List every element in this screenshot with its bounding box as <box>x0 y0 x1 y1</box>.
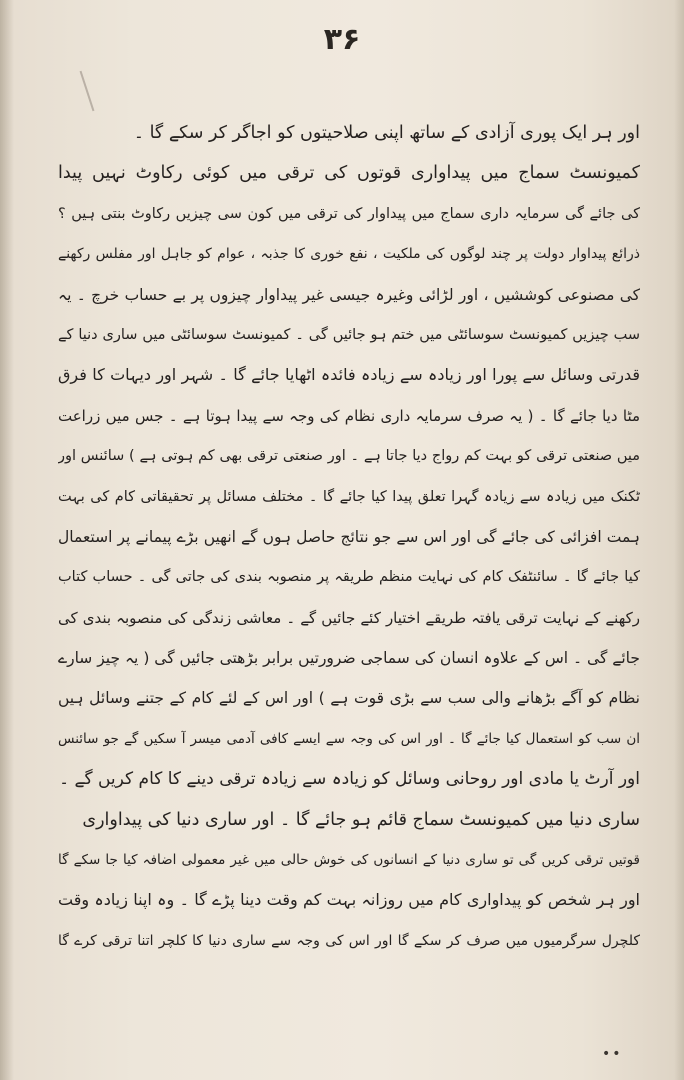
page-number: ۳۶ <box>323 22 361 57</box>
text-line: مٹا دیا جائے گا ۔ ( یہ صرف سرمایہ داری نظام کی وجہ سے پیدا ہوتا ہے ۔ جس میں زراعت <box>58 406 640 425</box>
text-line: میں صنعتی ترقی کو بہت کم رواج دیا جاتا ہے ۔ اور صنعتی ترقی بھی کم ہوتی ہے ) سائنس اور <box>58 448 640 465</box>
text-line: اور ہر شخص کو پیداواری کام میں روزانہ بہت کم وقت دینا پڑے گا ۔ وہ اپنا زیادہ وقت <box>58 890 640 910</box>
text-line: ساری دنیا میں کمیونسٹ سماج قائم ہو جائے گا ۔ اور ساری دنیا کی پیداواری <box>82 809 640 830</box>
text-line: قدرتی وسائل سے پورا اور زیادہ سے زیادہ فائدہ اٹھایا جائے گا ۔ شہر اور دیہات کا فرق <box>58 365 640 385</box>
footer-mark: •• <box>602 1046 623 1062</box>
page-left-shadow <box>0 0 14 1080</box>
text-line: ٹکنک میں زیادہ سے زیادہ گہرا تعلق پیدا کیا جائے گا ۔ مختلف مسائل پر تحقیقاتی کام کی بہت <box>58 488 640 505</box>
text-line: ہمت افزائی کی جائے گی اور اس سے جو نتائج حاصل ہوں گے انھیں بڑے پیمانے پر استعمال <box>58 527 640 546</box>
page-right-shadow <box>674 0 684 1080</box>
text-line: کی مصنوعی کوششیں ، اور لڑائی وغیرہ جیسی غیر پیداوار چیزوں پر بے حساب خرچ ۔ یہ <box>58 285 640 304</box>
text-line: کی جائے گی سرمایہ داری سماج میں پیداوار کی ترقی میں کون سی چیزیں رکاوٹ بنتی ہیں ؟ <box>58 205 640 222</box>
text-line: کمیونسٹ سماج میں پیداواری قوتوں کی ترقی میں کوئی رکاوٹ نہیں پیدا <box>58 163 640 184</box>
text-line: رکھنے کے نہایت ترقی یافتہ طریقے اختیار کئے جائیں گے ۔ معاشی زندگی کی منصوبہ بندی کی <box>58 608 640 627</box>
pen-mark <box>80 71 95 112</box>
text-line: اور آرٹ یا مادی اور روحانی وسائل کو زیادہ سے زیادہ ترقی دینے کا کام کریں گے ۔ <box>59 769 640 790</box>
text-line: اور ہر ایک پوری آزادی کے ساتھ اپنی صلاحیتوں کو اجاگر کر سکے گا ۔ <box>133 123 640 143</box>
text-line: سب چیزیں کمیونسٹ سوسائٹی میں ختم ہو جائیں گی ۔ کمیونسٹ سوسائٹی میں ساری دنیا کے <box>58 326 640 343</box>
text-line: ذرائع پیداوار دولت پر چند لوگوں کی ملکیت ، نفع خوری کا جذبہ ، عوام کو جاہل اور مفلس رکھنے <box>58 246 640 263</box>
body-text <box>58 113 640 961</box>
text-line: نظام کو آگے بڑھانے والی سب سے بڑی قوت ہے ) اور اس کے لئے کام کے جتنے وسائل ہیں <box>58 689 640 708</box>
text-line: ان سب کو استعمال کیا جائے گا ۔ اور اس کی وجہ سے ایسے کافی آدمی میسر آ سکیں گے جو سائنس <box>58 730 640 747</box>
text-line: کیا جائے گا ۔ سائنٹفک کام کی نہایت منظم طریقہ پر منصوبہ بندی کی جاتی گی ۔ حساب کتاب <box>58 569 640 586</box>
text-line: کلچرل سرگرمیوں میں صرف کر سکے گا اور اس کی وجہ سے ساری دنیا کا کلچر اتنا ترقی کرے گا <box>58 932 640 949</box>
text-line: جائے گی ۔ اس کے علاوہ انسان کی سماجی ضرورتیں برابر بڑھتی جائیں گی ( یہ چیز سارے <box>58 649 640 668</box>
text-line: قوتیں ترقی کریں گی تو ساری دنیا کے انسانوں کی خوش حالی میں غیر معمولی اضافہ کیا جا سکے گا <box>58 852 640 869</box>
